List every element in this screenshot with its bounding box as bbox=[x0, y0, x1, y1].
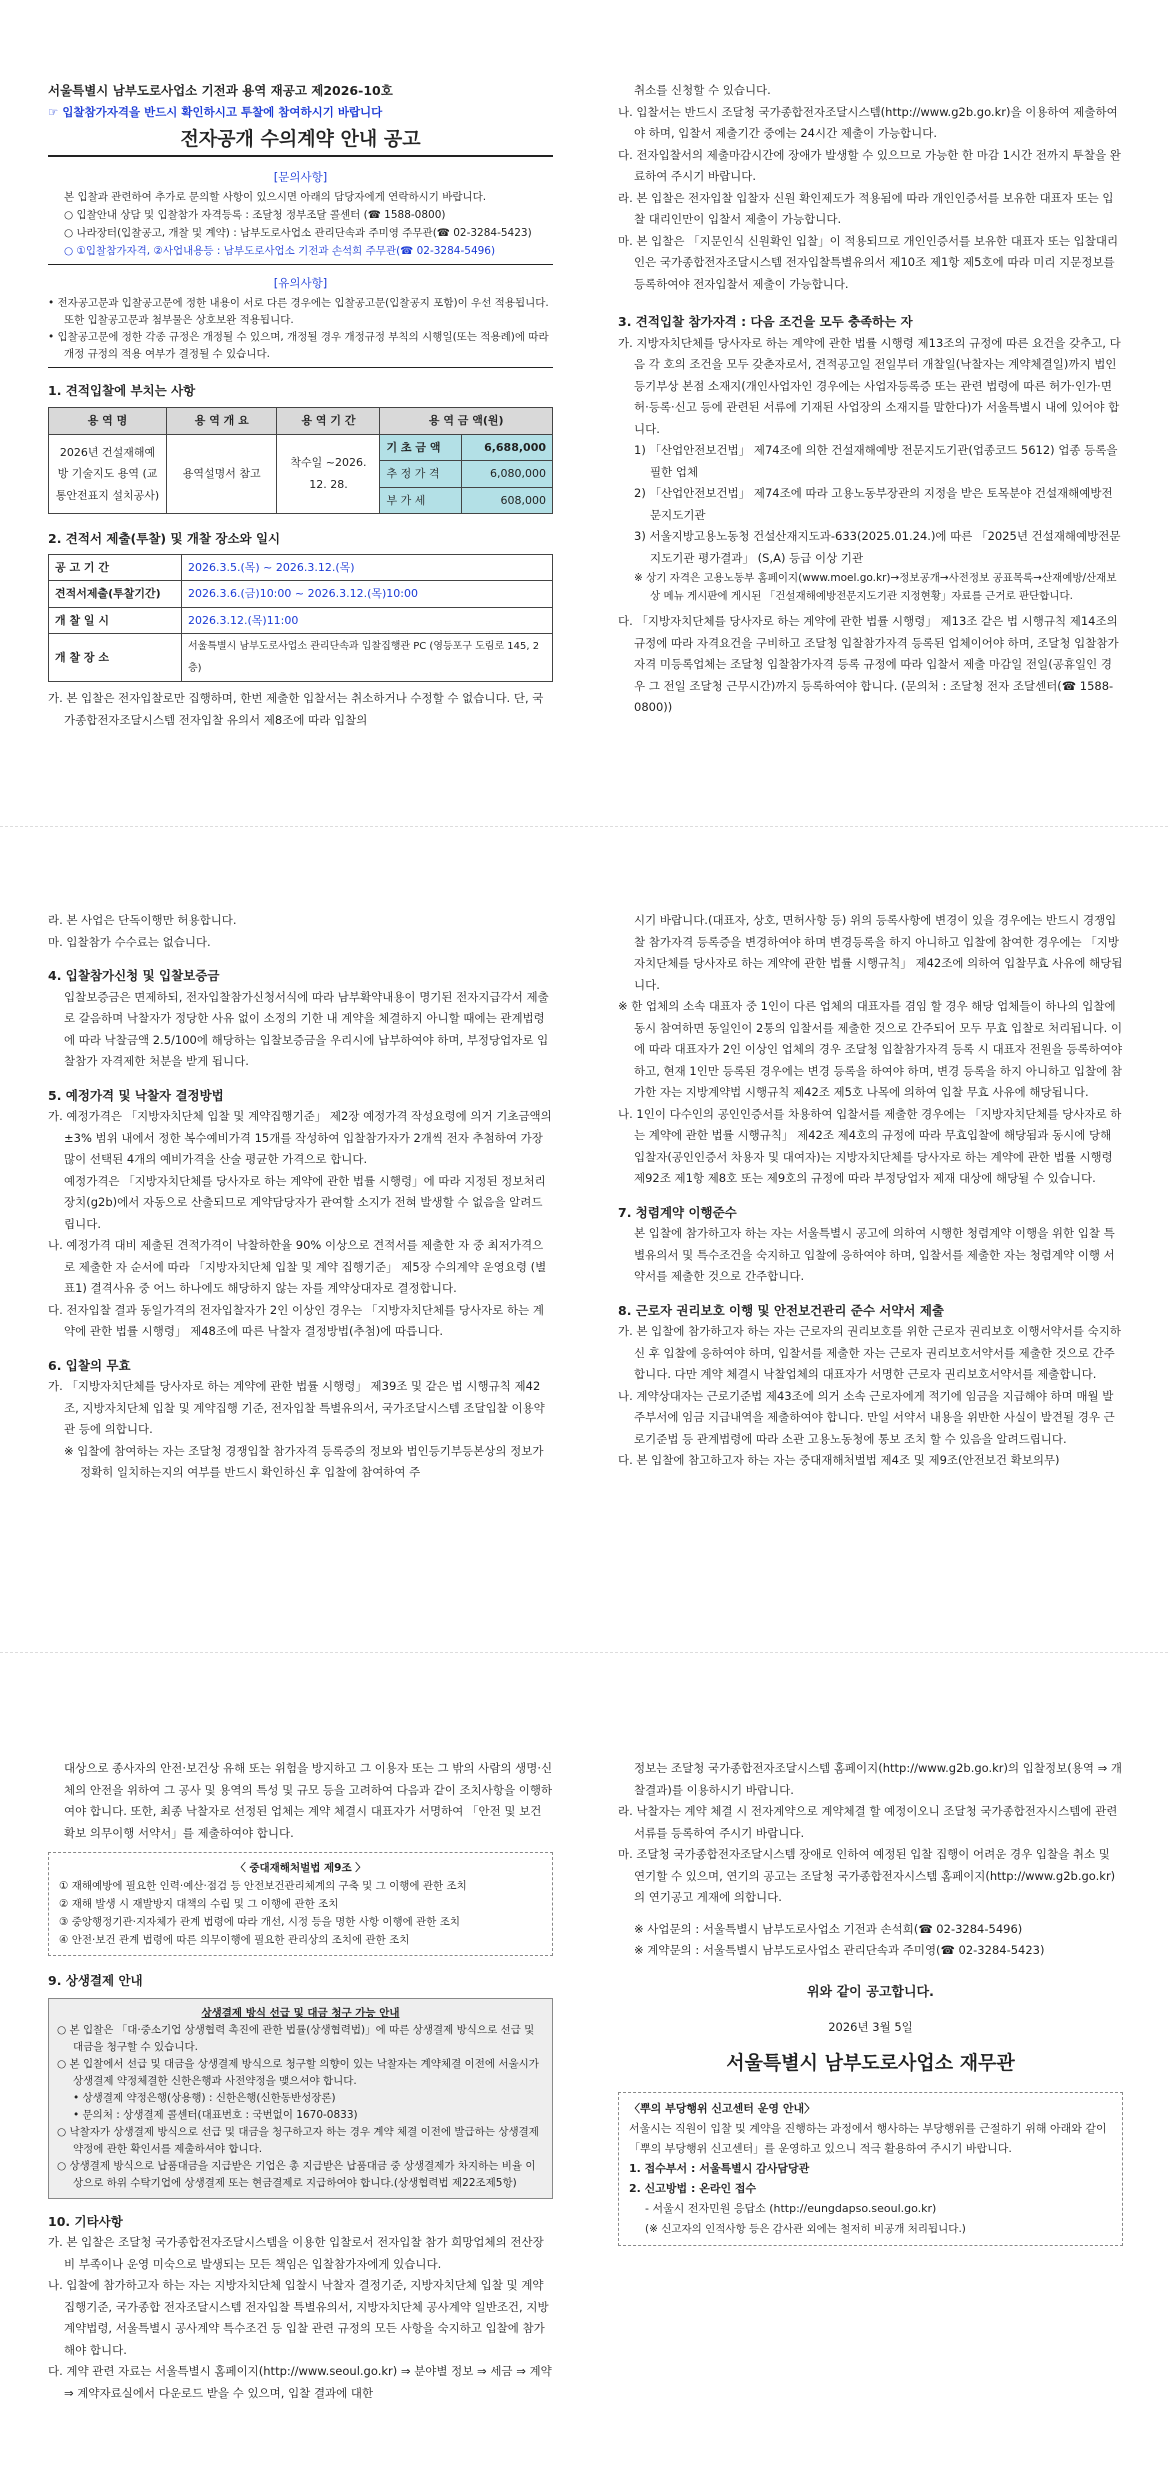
section-6-ga: 가. 「지방자치단체를 당사자로 하는 계약에 관한 법률 시행령」 제39조 및 같은 법 시행규칙 제42조, 지방자치단체 입찰 및 계약집행 기준, 전자입찰 특별유의서, 국가조달시스템 조달입찰 이용약관 등에 의합니다. bbox=[48, 1379, 545, 1436]
service-table bbox=[48, 407, 553, 514]
win-win-item: ○ 본 입찰은 「대·중소기업 상생협력 촉진에 관한 법률(상생협력법)」에 따른 상생결제 방식으로 선급 및 대금을 청구할 수 있습니다. bbox=[57, 2023, 535, 2053]
schedule-label: 개 찰 일 시 bbox=[49, 607, 182, 634]
contact-line: ※ 계약문의 : 서울특별시 남부도로사업소 관리단속과 주미영(☎ 02-3284-5423) bbox=[634, 1943, 1045, 1957]
inquiry-item: ○ 입찰안내 상담 및 입찰참가 자격등록 : 조달청 정부조달 콜센터 (☎ 1588-0800) bbox=[64, 209, 446, 221]
section-10-da-continued: 정보는 조달청 국가종합전자조달시스템 홈페이지(http://www.g2b.go.kr)의 입찰정보(용역 ⇒ 개찰결과)를 이용하시기 바랍니다. bbox=[634, 1761, 1122, 1797]
notice-block bbox=[48, 295, 553, 363]
amount-label: 부 가 세 bbox=[380, 487, 461, 514]
report-box-title: 〈뿌의 부당행위 신고센터 운영 안내〉 bbox=[629, 2102, 816, 2115]
announcement-number: 서울특별시 남부도로사업소 기전과 용역 재공고 제2026-10호 bbox=[48, 83, 393, 98]
schedule-value: 2026.3.5.(목) ~ 2026.3.12.(목) bbox=[182, 554, 553, 581]
schedule-label: 공 고 기 간 bbox=[49, 554, 182, 581]
inquiry-heading: [문의사항] bbox=[273, 169, 328, 184]
section-6-note: ※ 입찰에 참여하는 자는 조달청 경쟁입찰 참가자격 등록증의 정보와 법인등기부등본상의 정보가 정확히 일치하는지의 여부를 반드시 확인하신 후 입찰에 참여하여 주 bbox=[64, 1443, 544, 1479]
schedule-table bbox=[48, 554, 553, 683]
report-box-item: 2. 신고방법 : 온라인 접수 bbox=[629, 2182, 757, 2195]
contact-line: ※ 사업문의 : 서울특별시 남부도로사업소 기전과 손석희(☎ 02-3284-5496) bbox=[634, 1921, 1023, 1936]
section-8-da-continued: 대상으로 종사자의 안전·보건상 유해 또는 위험을 방지하고 그 이용자 또는 그 밖의 사람의 생명·신체의 안전을 위하여 그 공사 및 용역의 특성 및 규모 등을 고려하여 다음과 같이 조치사항을 이행하여야 합니다. 또한, 최종 낙찰자로 선정된 업체는 계약 체결시 대표자가 서명하여 「안전 및 보건 확보 의무이행 서약서」를 제출하여야 합니다. bbox=[64, 1761, 553, 1840]
section-3-ga: 가. 지방자치단체를 당사자로 하는 계약에 관한 법률 시행령 제13조의 규정에 따른 요건을 갖추고, 다음 각 호의 조건을 모두 갖춘자로서, 견적공고일 전일부터 개찰일(낙찰자는 계약체결일)까지 법인등기부상 본점 소재지(개인사업자인 경우에는 사업자등록증 또는 관련 법령에 따른 허가·인가·면허·등록·신고 등에 관련된 서류에 기재된 사업장의 소재지를 말한다)가 서울특별시 내에 있어야 합니다. bbox=[618, 335, 1121, 436]
win-win-item: ○ 상생결제 방식으로 납품대금을 지급받은 기업은 총 지급받은 납품대금 중 상생결제가 차지하는 비율 이상으로 하위 수탁기업에 상생결제 또는 현금결제로 지급하여야 합니다.(상생협력법 제22조제5항) bbox=[57, 2159, 536, 2189]
page-3 bbox=[0, 1652, 1168, 2478]
amount-label: 추 정 가 격 bbox=[380, 461, 461, 488]
section-5-ga: 가. 예정가격은 「지방자치단체 입찰 및 계약집행기준」 제2장 예정가격 작성요령에 의거 기초금액의 ±3% 범위 내에서 정한 복수예비가격 15개를 작성하여 입찰참가자가 2개씩 전자 추첨하여 가장 많이 선택된 4개의 예비가격을 산술 평균한 가격으로 합니다. bbox=[48, 1109, 552, 1166]
section-2-na: 나. 입찰서는 반드시 조달청 국가종합전자조달시스템(http://www.g2b.go.kr)을 이용하여 제출하여야 하며, 입찰서 제출기간 중에는 24시간 제출이 가능합니다. bbox=[618, 104, 1118, 140]
amount-value: 608,000 bbox=[461, 487, 552, 514]
section-8-na: 나. 계약상대자는 근로기준법 제43조에 의거 소속 근로자에게 적기에 임금을 지급해야 하며 매월 발주부서에 임금 지급내역을 제출하여야 합니다. 만일 서약서 내용을 위반한 사실이 발견될 경우 근로기준법 등 관계법령에 따라 소관 고용노동청에 통보 조치 할 수 있음을 알려드립니다. bbox=[618, 1388, 1115, 1446]
section-10-ga: 가. 본 입찰은 조달청 국가종합전자조달시스템을 이용한 입찰로서 전자입찰 참가 희망업체의 전산장비 부족이나 운영 미숙으로 발생되는 모든 책임은 입찰참가자에게 있습니다. bbox=[48, 2235, 544, 2271]
section-3-da: 다. 「지방자치단체를 당사자로 하는 계약에 관한 법률 시행령」 제13조 같은 법 시행규칙 제14조의 규정에 따라 자격요건을 구비하고 조달청 입찰참가자격 등록된 업체이어야 하며, 조달청 입찰참가자격 미등록업체는 조달청 입찰참가자격 등록 규정에 따라 입찰서 제출 마감일 전일(공휴일인 경우 그 전일 조달청 근무시간)까지 등록하여야 합니다. (문의처 : 조달청 전자 조달센터(☎ 1588-0800)) bbox=[618, 614, 1119, 714]
section-7-body: 본 입찰에 참가하고자 하는 자는 서울특별시 공고에 의하여 시행한 청렴계약 이행을 위한 입찰 특별유의서 및 특수조건을 숙지하고 입찰에 응하여야 하며, 입찰서를 제출한 자는 청렴계약 이행 서약서를 제출한 것으로 간주합니다. bbox=[634, 1226, 1115, 1283]
serious-accident-item: ③ 중앙행정기관·지자체가 관계 법령에 따라 개선, 시정 등을 명한 사항 이행에 관한 조치 bbox=[59, 1916, 461, 1928]
service-overview: 용역설명서 참고 bbox=[167, 434, 277, 514]
win-win-item: • 문의처 : 상생결제 콜센터(대표번호 : 국번없이 1670-0833) bbox=[73, 2108, 358, 2121]
schedule-value: 2026.3.6.(금)10:00 ~ 2026.3.12.(목)10:00 bbox=[182, 581, 553, 608]
section-8-da: 다. 본 입찰에 참고하고자 하는 자는 중대재해처벌법 제4조 및 제9조(안전보건 확보의무) bbox=[618, 1453, 1060, 1467]
section-3-heading: 3. 견적입찰 참가자격 : 다음 조건을 모두 충족하는 자 bbox=[618, 314, 913, 329]
notice-item: • 전자공고문과 입찰공고문에 정한 내용이 서로 다른 경우에는 입찰공고문(입찰공지 포함)이 우선 적용됩니다. 또한 입찰공고문과 첨부물은 상호보완 적용됩니다. bbox=[48, 296, 549, 326]
section-5-na: 나. 예정가격 대비 제출된 견적가격이 낙찰하한율 90% 이상으로 견적서를 제출한 자 중 최저가격으로 제출한 자 순서에 따라 「지방자치단체 입찰 및 계약 집행기준」 제5장 수의계약 운영요령 (별표1) 결격사유 중 어느 하나에도 해당하지 않는 자를 계약상대자로 결정합니다. bbox=[48, 1238, 547, 1295]
schedule-label: 견적서제출(투찰기간) bbox=[49, 581, 182, 608]
section-5-da: 다. 전자입찰 결과 동일가격의 전자입찰자가 2인 이상인 경우는 「지방자치단체를 당사자로 하는 계약에 관한 법률 시행령」 제48조에 따른 낙찰자 결정방법(추첨)에 따릅니다. bbox=[48, 1302, 544, 1338]
amount-value: 6,080,000 bbox=[461, 461, 552, 488]
serious-accident-item: ① 재해예방에 필요한 인력·예산·점검 등 안전보건관리체계의 구축 및 그 이행에 관한 조치 bbox=[59, 1880, 467, 1892]
serious-accident-box bbox=[48, 1852, 553, 1956]
notice-item: • 입찰공고문에 정한 각종 규정은 개정될 수 있으며, 개정될 경우 개정규정 부칙의 시행일(또는 적용례)에 따라 개정 규정의 적용 여부가 결정될 수 있습니다. bbox=[48, 330, 549, 360]
section-10-da: 다. 계약 관련 자료는 서울특별시 홈페이지(http://www.seoul.go.kr) ⇒ 분야별 정보 ⇒ 세금 ⇒ 계약 ⇒ 계약자료실에서 다운로드 받을 수 있으며, 입찰 결과에 대한 bbox=[48, 2364, 552, 2400]
section-10-heading: 10. 기타사항 bbox=[48, 2213, 123, 2229]
service-name: 2026년 건설재해예방 기술지도 용역 (교통안전표지 설치공사) bbox=[49, 434, 167, 514]
page2-left-column bbox=[48, 910, 553, 1484]
inquiry-item: ○ ①입찰참가자격, ②사업내용등 : 남부도로사업소 기전과 손석희 주무관(☎ 02-3284-5496) bbox=[64, 245, 496, 257]
report-box-body: 서울시는 직원이 입찰 및 계약을 진행하는 과정에서 행사하는 부당행위를 근절하기 위해 아래와 같이 「뿌의 부당행위 신고센터」를 운영하고 있으니 적극 활용하여 주시기 바랍니다. bbox=[629, 2122, 1107, 2155]
section-6-note-2: ※ 한 업체의 소속 대표자 중 1인이 다른 업체의 대표자를 겸임 할 경우 해당 업체들이 하나의 입찰에 동시 참여하면 동일인이 2통의 입찰서를 제출한 것으로 간주되어 모두 무효 입찰로 처리됩니다. 이에 따라 대표자가 2인 이상인 업체의 경우 조달청 입찰참가자격 등록 시 대표자 전원을 등록하여야 하고, 현재 1인만 등록된 경우에는 변경 등록을 하여야 하며, 변경 등록을 하지 아니하고 입찰에 참가한 자는 지방계약법 시행규칙 제42조 제5호 나목에 의하여 입찰 무효 사유에 해당됩니다. bbox=[618, 999, 1123, 1099]
section-2-ra: 라. 본 입찰은 전자입찰 입찰자 신원 확인제도가 적용됨에 따라 개인인증서를 보유한 대표자 또는 입찰 대리인만이 입찰서 제출이 가능합니다. bbox=[618, 190, 1114, 226]
page1-right-column bbox=[618, 80, 1123, 719]
section-2-ga: 가. 본 입찰은 전자입찰로만 집행하며, 한번 제출한 입찰서는 취소하거나 수정할 수 없습니다. 단, 국가종합전자조달시스템 전자입찰 유의서 제8조에 따라 입찰의 bbox=[48, 691, 544, 727]
report-center-box bbox=[618, 2092, 1123, 2246]
page-2 bbox=[0, 826, 1168, 1652]
section-5-ga-note: 예정가격은 「지방자치단체를 당사자로 하는 계약에 관한 법률 시행령」에 따라 지정된 정보처리장치(g2b)에서 자동으로 산출되므로 계약담당자가 관여할 소지가 전혀 발생할 수 없음을 알려드립니다. bbox=[64, 1173, 546, 1231]
serious-accident-item: ② 재해 발생 시 재발방지 대책의 수립 및 그 이행에 관한 조치 bbox=[59, 1898, 339, 1910]
section-2-continued: 취소를 신청할 수 있습니다. bbox=[634, 83, 771, 97]
inquiry-rule bbox=[48, 264, 553, 265]
serious-accident-item: ④ 안전·보건 관계 법령에 따른 의무이행에 필요한 관리상의 조치에 관한 조치 bbox=[59, 1934, 410, 1946]
document-title: 전자공개 수의계약 안내 공고 bbox=[180, 128, 421, 150]
section-8-heading: 8. 근로자 권리보호 이행 및 안전보건관리 준수 서약서 제출 bbox=[618, 1302, 944, 1318]
section-2-ma: 마. 본 입찰은 「지문인식 신원확인 입찰」이 적용되므로 개인인증서를 보유한 대표자 또는 입찰대리인은 국가종합전자조달시스템 전자입찰특별유의서 제10조 제1항 제5호에 따라 미리 지문정보를 등록하여야 전자입찰서 제출이 가능합니다. bbox=[618, 233, 1119, 291]
qualification-item: 1) 「산업안전보건법」 제74조에 의한 건설재해예방 전문지도기관(업종코드 5612) 업종 등록을 필한 업체 bbox=[634, 443, 1118, 479]
section-7-heading: 7. 청렴계약 이행준수 bbox=[618, 1204, 737, 1220]
win-win-item: ○ 본 입찰에서 선급 및 대금을 상생결제 방식으로 청구할 의향이 있는 낙찰자는 계약체결 이전에 서울시가 상생결제 약정체결한 신한은행과 사전약정을 맺으셔야 합니다. bbox=[57, 2057, 539, 2087]
section-6-note-continued: 시기 바랍니다.(대표자, 상호, 면허사항 등) 위의 등록사항에 변경이 있을 경우에는 반드시 경쟁입찰 참가자격 등록증을 변경하여야 하며 변경등록을 하지 아니하고 입찰에 참여한 경우에는 「지방자치단체를 당사자로 하는 계약에 관한 법률 시행규칙」 제42조에 의하여 입찰무효 사유에 해당됩니다. bbox=[634, 913, 1123, 992]
section-1-heading: 1. 견적입찰에 부치는 사항 bbox=[48, 382, 196, 398]
section-3-ra: 라. 본 사업은 단독이행만 허용합니다. bbox=[48, 913, 237, 927]
report-box-item: 1. 접수부서 : 서울특별시 감사담당관 bbox=[629, 2162, 810, 2175]
schedule-value: 서울특별시 남부도로사업소 관리단속과 입찰집행관 PC (영등포구 도림로 145, 2층) bbox=[182, 634, 553, 682]
section-4-body: 입찰보증금은 면제하되, 전자입찰참가신청서식에 따라 남부확약내용이 명기된 전자지급각서 제출로 갈음하며 낙찰자가 정당한 사유 없이 소정의 기한 내 계약을 체결하지 아니할 때에는 관계법령에 따라 낙찰금액 2.5/100에 해당하는 입찰보증금을 우리시에 납부하여야 하며, 부정당업자로 입찰참가 자격제한 처분을 받게 됩니다. bbox=[64, 989, 549, 1068]
section-10-ra: 라. 낙찰자는 계약 체결 시 전자계약으로 계약체결 할 예정이오니 조달청 국가종합전자시스템에 관련서류를 등록하여 주시기 바랍니다. bbox=[618, 1804, 1118, 1840]
section-5-heading: 5. 예정가격 및 낙찰자 결정방법 bbox=[48, 1087, 224, 1103]
service-period: 착수일 ~2026. 12. 28. bbox=[277, 434, 380, 514]
closing-statement: 위와 같이 공고합니다. bbox=[806, 1984, 934, 2000]
qualification-note: ※ 상기 자격은 고용노동부 홈페이지(www.moel.go.kr)→정보공개→사전정보 공표목록→산재예방/산재보상 메뉴 게시판에 게시된 「건설재해예방전문지도기관 지정현황」자료를 근거로 판단합니다. bbox=[634, 572, 1117, 602]
section-2-heading: 2. 견적서 제출(투찰) 및 개찰 장소와 일시 bbox=[48, 531, 281, 546]
section-2-da: 다. 전자입찰서의 제출마감시간에 장애가 발생할 수 있으므로 가능한 한 마감 1시간 전까지 투찰을 완료하여 주시기 바랍니다. bbox=[618, 147, 1121, 183]
page3-left-column bbox=[48, 1758, 553, 2404]
table-header: 용 역 명 bbox=[49, 408, 167, 435]
inquiry-block bbox=[48, 188, 553, 260]
section-4-heading: 4. 입찰참가신청 및 입찰보증금 bbox=[48, 968, 220, 983]
table-header: 용 역 개 요 bbox=[167, 408, 277, 435]
amount-label: 기 초 금 액 bbox=[380, 434, 461, 461]
section-3-ma: 마. 입찰참가 수수료는 없습니다. bbox=[48, 934, 211, 949]
section-8-ga: 가. 본 입찰에 참가하고자 하는 자는 근로자의 권리보호를 위한 근로자 권리보호 이행서약서를 숙지하신 후 입찰에 응하여야 하며, 입찰서를 제출한 자는 근로자 권리보호서약서를 제출한 것으로 간주합니다. 다만 계약 체결시 낙찰업체의 대표자가 서명한 근로자 권리보호서약서를 제출합니다. bbox=[618, 1324, 1121, 1381]
report-box-link[interactable]: - 서울시 전자민원 응답소 (http://eungdapso.seoul.go.kr) bbox=[645, 2202, 937, 2215]
qualification-item: 2) 「산업안전보건법」 제74조에 따라 고용노동부장관의 지정을 받은 토목분야 건설재해예방전문지도기관 bbox=[634, 486, 1113, 522]
section-6-na: 나. 1인이 다수인의 공인인증서를 차용하여 입찰서를 제출한 경우에는 「지방자치단체를 당사자로 하는 계약에 관한 법률 시행규칙」 제42조 제4호의 규정에 따라 무효입찰에 해당됨과 동시에 당해 입찰자(공인인증서 차용자 및 대여자)는 지방자치단체를 당사자로 하는 계약에 관한 법률 시행령 제92조 제1항 제8호 또는 제9호의 규정에 따라 부정당업자 제재 대상에 해당될 수 있습니다. bbox=[618, 1106, 1122, 1185]
amount-value: 6,688,000 bbox=[461, 434, 552, 461]
table-header: 용 역 금 액(원) bbox=[380, 408, 553, 435]
section-10-na: 나. 입찰에 참가하고자 하는 자는 지방자치단체 입찰시 낙찰자 결정기준, 지방자치단체 입찰 및 계약 집행기준, 국가종합 전자조달시스템 전자입찰 특별유의서, 지방자치단체 공사계약 일반조건, 지방계약법령, 서울특별시 공사계약 특수조건 등 입찰 관련 규정의 모든 사항을 숙지하고 입찰에 참가해야 합니다. bbox=[48, 2278, 549, 2357]
win-win-payment-box bbox=[48, 1998, 553, 2199]
win-win-item: • 상생결제 약정은행(상용행) : 신한은행(신한동반성장론) bbox=[73, 2091, 336, 2104]
qualification-item: 3) 서울지방고용노동청 건설산재지도과-633(2025.01.24.)에 따른 「2025년 건설재해예방전문지도기관 평가결과」 (S,A) 등급 이상 기관 bbox=[634, 529, 1121, 565]
section-6-heading: 6. 입찰의 무효 bbox=[48, 1357, 131, 1373]
win-win-box-title: 상생결제 방식 선급 및 대금 청구 가능 안내 bbox=[201, 2006, 400, 2019]
serious-accident-box-title: 〈 중대재해처벌법 제9조 〉 bbox=[235, 1862, 366, 1874]
win-win-item: ○ 낙찰자가 상생결제 방식으로 선급 및 대금을 청구하고자 하는 경우 계약 체결 이전에 발급하는 상생결제 약정에 관한 확인서를 제출하셔야 합니다. bbox=[57, 2125, 539, 2155]
notice-heading: [유의사항] bbox=[273, 276, 328, 290]
schedule-value: 2026.3.12.(목)11:00 bbox=[182, 607, 553, 634]
page3-right-column bbox=[618, 1758, 1123, 2246]
schedule-label: 개 찰 장 소 bbox=[49, 634, 182, 682]
warning-line: ☞ 입찰참가자격을 반드시 확인하시고 투찰에 참여하시기 바랍니다 bbox=[48, 104, 383, 119]
notice-rule bbox=[48, 367, 553, 368]
report-box-note: (※ 신고자의 인적사항 등은 감사관 외에는 철저히 비공개 처리됩니다.) bbox=[645, 2223, 966, 2235]
section-10-ma: 마. 조달청 국가종합전자조달시스템 장애로 인하여 예정된 입찰 집행이 어려운 경우 입찰을 취소 및 연기할 수 있으며, 연기의 공고는 조달청 국가종합전자시스템 홈페이지(http://www.g2b.go.kr)의 연기공고 게재에 의합니다. bbox=[618, 1847, 1116, 1904]
section-9-heading: 9. 상생결제 안내 bbox=[48, 1973, 143, 1988]
closing-date: 2026년 3월 5일 bbox=[828, 2020, 913, 2034]
page1-left-column bbox=[48, 80, 553, 731]
title-rule bbox=[48, 155, 553, 157]
table-header: 용 역 기 간 bbox=[277, 408, 380, 435]
inquiry-item: ○ 나라장터(입찰공고, 개찰 및 계약) : 남부도로사업소 관리단속과 주미영 주무관(☎ 02-3284-5423) bbox=[64, 227, 532, 239]
issuer: 서울특별시 남부도로사업소 재무관 bbox=[726, 2051, 1015, 2074]
inquiry-intro: 본 입찰과 관련하여 추가로 문의할 사항이 있으시면 아래의 담당자에게 연락하시기 바랍니다. bbox=[64, 191, 487, 203]
page-1 bbox=[0, 0, 1168, 826]
page2-right-column bbox=[618, 910, 1123, 1472]
